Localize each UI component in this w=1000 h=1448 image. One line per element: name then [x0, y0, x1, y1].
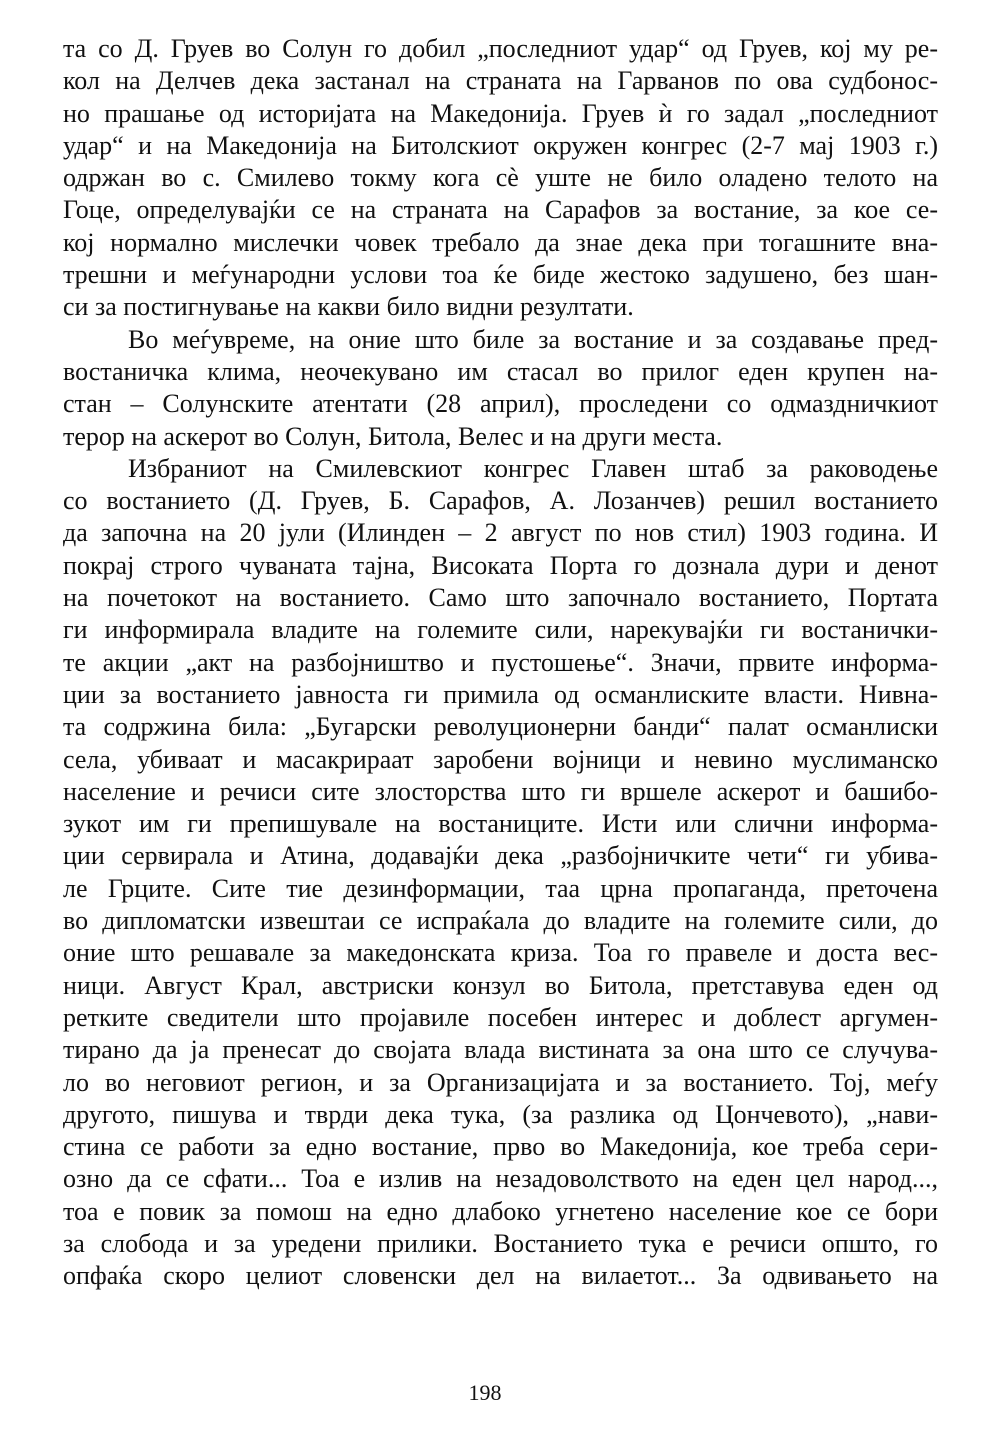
text-line: трешни и меѓународни услови тоа ќе биде жестоко задушено, без шан- — [63, 260, 938, 290]
text-line: на почетокот на востанието. Само што започнало востанието, Портата — [63, 583, 938, 613]
text-line: терор на аскерот во Солун, Битола, Велес и на други места. — [63, 421, 723, 451]
text-line: зукот им ги препишувале на востаниците. Исти или слични информа- — [63, 809, 938, 839]
text-line: тирано да ја пренесат до својата влада вистината за она што се случува- — [63, 1035, 938, 1065]
text-line: другото, пишува и тврди дека тука, (за разлика од Цончевото), „нави- — [63, 1099, 938, 1129]
page-body-text — [63, 33, 938, 1293]
text-line: Избраниот на Смилевскиот конгрес Главен штаб за раководење — [128, 453, 938, 483]
text-line: опфаќа скоро целиот словенски дел на вилаетот... За одвивањето на — [63, 1261, 938, 1291]
text-line: оние што решавале за македонската криза. Тоа го правеле и доста вес- — [63, 938, 938, 968]
text-line: ги информирала владите на големите сили, нарекувајќи ги востанички- — [63, 615, 938, 645]
text-line: си за постигнување на какви било видни резултати. — [63, 292, 634, 322]
text-line: стан – Солунските атентати (28 април), проследени со одмаздничкиот — [63, 389, 938, 419]
text-line: удар“ и на Македонија на Битолскиот окружен конгрес (2-7 мај 1903 г.) — [63, 130, 938, 160]
text-line: ници. Август Крал, австриски конзул во Битола, претставува еден од — [63, 970, 938, 1000]
text-line: покрај строго чуваната тајна, Високата Порта го дознала дури и денот — [63, 550, 938, 580]
text-line: Гоце, определувајќи се на страната на Сарафов за востание, за кое се- — [63, 195, 938, 225]
text-line: ции сервирала и Атина, додавајќи дека „разбојничките чети“ ги убива- — [63, 841, 938, 871]
text-line: те акции „акт на разбојништво и пустошење“. Значи, првите информа- — [63, 647, 938, 677]
text-line: за слобода и за уредени прилики. Востанието тука е речиси општо, го — [63, 1228, 938, 1258]
text-line: тоа е повик за помош на едно длабоко угнетено население кое се бори — [63, 1196, 938, 1226]
paragraph — [63, 453, 938, 1293]
text-line: села, убиваат и масакрираат заробени војници и невино муслиманско — [63, 744, 938, 774]
text-line: одржан во с. Смилево токму кога сѐ уште не било оладено телото на — [63, 163, 938, 193]
text-line: кол на Делчев дека застанал на страната на Гарванов по ова судбонос- — [63, 66, 938, 96]
text-line: ло во неговиот регион, и за Организацијата и за востанието. Тој, меѓу — [63, 1067, 938, 1097]
text-line: да започна на 20 јули (Илинден – 2 август по нов стил) 1903 година. И — [63, 518, 938, 548]
text-line: со востанието (Д. Груев, Б. Сарафов, А. Лозанчев) решил востанието — [63, 486, 938, 516]
paragraph — [63, 324, 938, 453]
text-line: та содржина била: „Бугарски револуционерни банди“ палат османлиски — [63, 712, 938, 742]
text-line: Во меѓувреме, на оние што биле за востание и за создавање пред- — [128, 324, 938, 354]
text-line: во дипломатски извештаи се испраќала до владите на големите сили, до — [63, 906, 938, 936]
text-line: население и речиси сите злосторства што ги вршеле аскерот и башибо- — [63, 776, 938, 806]
text-line: ретките сведители што пројавиле посебен интерес и доблест аргумен- — [63, 1002, 938, 1032]
text-line: та со Д. Груев во Солун го добил „последниот удар“ од Груев, кој му ре- — [63, 34, 938, 63]
text-line: ции за востанието јавноста ги примила од османлиските власти. Нивна- — [63, 679, 938, 709]
text-line: кој нормално мислечки човек требало да знае дека при тогашните вна- — [63, 227, 938, 257]
text-line: востаничка клима, неочекувано им стасал во прилог еден крупен на- — [63, 356, 938, 386]
paragraph — [63, 33, 938, 324]
text-line: стина се работи за едно востание, прво во Македонија, кое треба сери- — [63, 1132, 938, 1162]
text-line: ле Грците. Сите тие дезинформации, таа црна пропаганда, преточена — [63, 873, 938, 903]
text-line: но прашање од историјата на Македонија. Груев ѝ го задал „последниот — [63, 98, 938, 128]
text-line: озно да се сфати... Тоа е излив на незадоволството на еден цел народ..., — [63, 1164, 938, 1194]
page-number: 198 — [468, 1380, 502, 1405]
